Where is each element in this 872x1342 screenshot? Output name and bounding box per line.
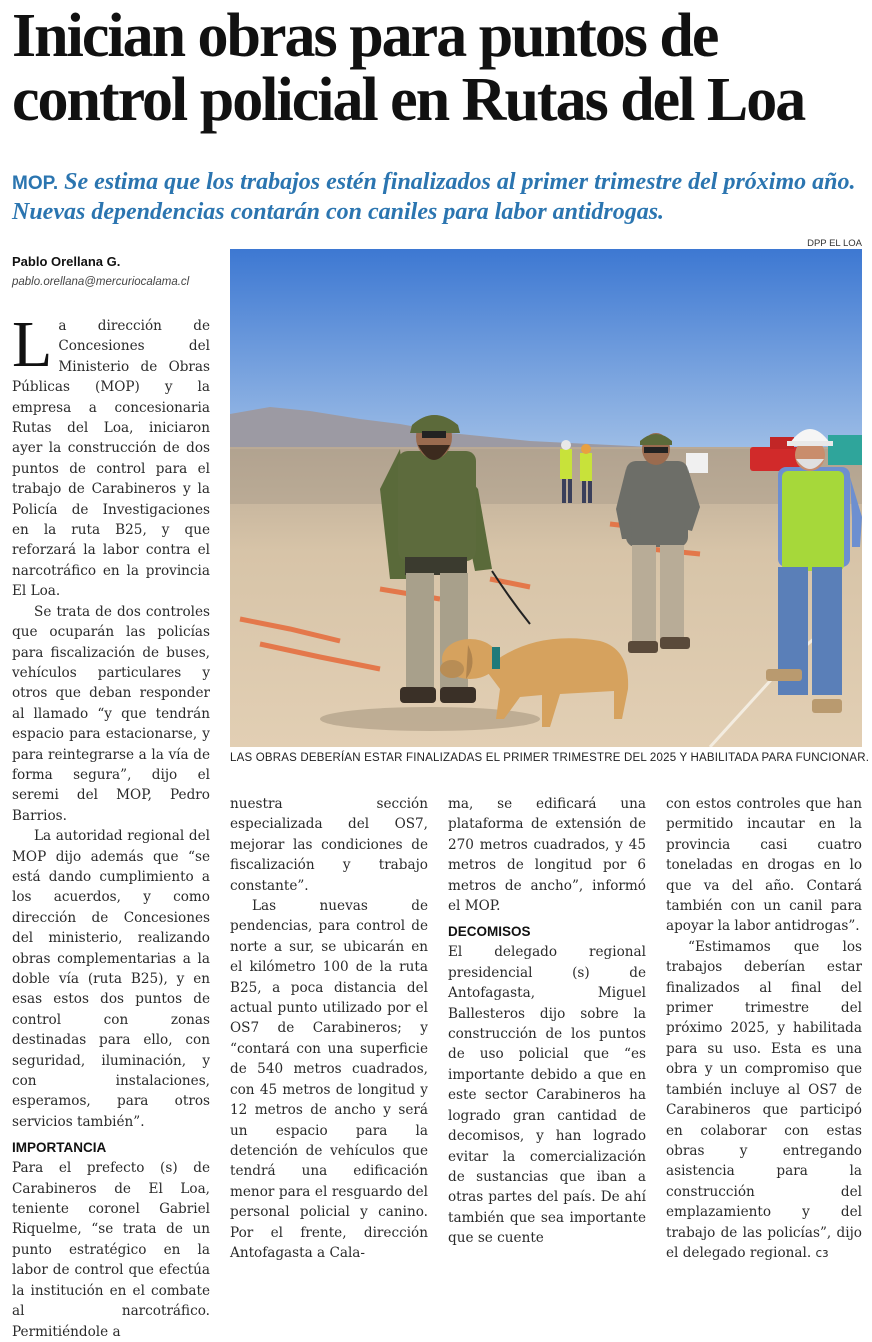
section-heading-importancia: IMPORTANCIA	[12, 1140, 107, 1156]
kicker-label: MOP.	[12, 173, 59, 194]
paragraph-text: a dirección de Concesiones del Ministerio de Obras Públicas (MOP) y la empresa a concesionaria Rutas del Loa, iniciaron ayer la construcción de dos puntos de control para el trabajo de Carabineros y la Policía de Investigaciones en la ruta B25, y que reforzará la labor contra el narcotráfico en la provincia El Loa.	[12, 318, 210, 600]
drop-cap: L	[12, 308, 53, 381]
photo-credit: DPP EL LOA	[807, 238, 862, 249]
paragraph-text: “Estimamos que los trabajos deberían estar finalizados al final del primer trimestre del próximo 2025, y habilitada para su uso. Esta es una obra y un compromiso que también incluye al OS7 de Carabineros que participó en colaborar con estas obras y entregando asistencia para la construcción del emplazamiento y del trabajo de las policías”, dijo el delegado regional.	[666, 938, 862, 1261]
article-column-3	[448, 794, 646, 1249]
article-photo	[230, 249, 862, 747]
paragraph: Las nuevas de pendencias, para control de norte a sur, se ubicarán en el kilómetro 100 de la ruta B25, a poca distancia del actual punto utilizado por el OS7 de Carabineros; y “contará con una superficie de 540 metros cuadrados, con 45 metros de longitud y 12 metros de ancho y será un espacio para la detención de vehículos que tendrá una edificación menor para el resguardo del personal policial y canino. Por el frente, dirección Antofagasta a Cala-	[230, 898, 428, 1261]
article-column-2	[230, 794, 428, 1263]
subhead-text: Se estima que los trabajos estén finalizados al primer trimestre del próximo año. Nuevas dependencias contarán con caniles para labor antidrogas.	[12, 169, 856, 225]
paragraph: La autoridad regional del MOP dijo además que “se está dando cumplimiento a los acuerdos, y como dirección de Concesiones del ministerio, realizando obras complementarias a la doble vía (ruta B25), y en esas estos dos puntos de control con zonas destinadas para ello, con seguridad, iluminación, y con instalaciones, esperamos, para otros servicios también”.	[12, 828, 210, 1130]
paragraph: El delegado regional presidencial (s) de Antofagasta, Miguel Ballesteros dijo sobre la construcción de los puntos de uso policial que “es importante debido a que en este sector Carabineros ha logrado gran cantidad de decomisos, y han logrado evitar la comercialización de sustancias que iban a otras partes del país. De ahí también que sea importante que se cuente	[448, 944, 646, 1247]
paragraph	[12, 308, 210, 602]
article-column-4	[666, 794, 862, 1263]
end-mark-icon: cз	[815, 1245, 829, 1260]
section-heading-decomisos: DECOMISOS	[448, 924, 531, 940]
paragraph: con estos controles que han permitido incautar en la provincia casi cuatro toneladas en drogas en lo que va del año. Contará también con un canil para apoyar la labor antidrogas”.	[666, 796, 862, 935]
paragraph: Para el prefecto (s) de Carabineros de El Loa, teniente coronel Gabriel Riquelme, “se trata de un punto estratégico en la labor de control que efectúa la institución en el combate al narcotráfico. Permitiéndole a	[12, 1160, 210, 1340]
headline: Inician obras para puntos de control policial en Rutas del Loa	[12, 2, 805, 134]
photo-illustration	[230, 249, 862, 747]
paragraph: Se trata de dos controles que ocuparán las policías para fiscalización de buses, vehículos particulares y otros que deban responder al llamado “y que tendrán espacio para estacionarse, y para reintegrarse a la vía de forma segura”, dijo el seremi del MOP, Pedro Barrios.	[12, 603, 210, 824]
subheadline	[12, 168, 862, 227]
author-email[interactable]: pablo.orellana@mercuriocalama.cl	[12, 276, 190, 288]
paragraph	[666, 937, 862, 1264]
author-name: Pablo Orellana G.	[12, 254, 121, 269]
article-column-1	[12, 308, 210, 1342]
paragraph: ma, se edificará una plataforma de extensión de 270 metros cuadrados, y 45 metros de longitud por 6 metros de ancho”, informó el MOP.	[448, 796, 646, 915]
paragraph: nuestra sección especializada del OS7, mejorar las condiciones de fiscalización y trabajo constante”.	[230, 796, 428, 894]
photo-caption: LAS OBRAS DEBERÍAN ESTAR FINALIZADAS EL PRIMER TRIMESTRE DEL 2025 Y HABILITADA PARA FUNCIONAR.	[230, 752, 870, 764]
